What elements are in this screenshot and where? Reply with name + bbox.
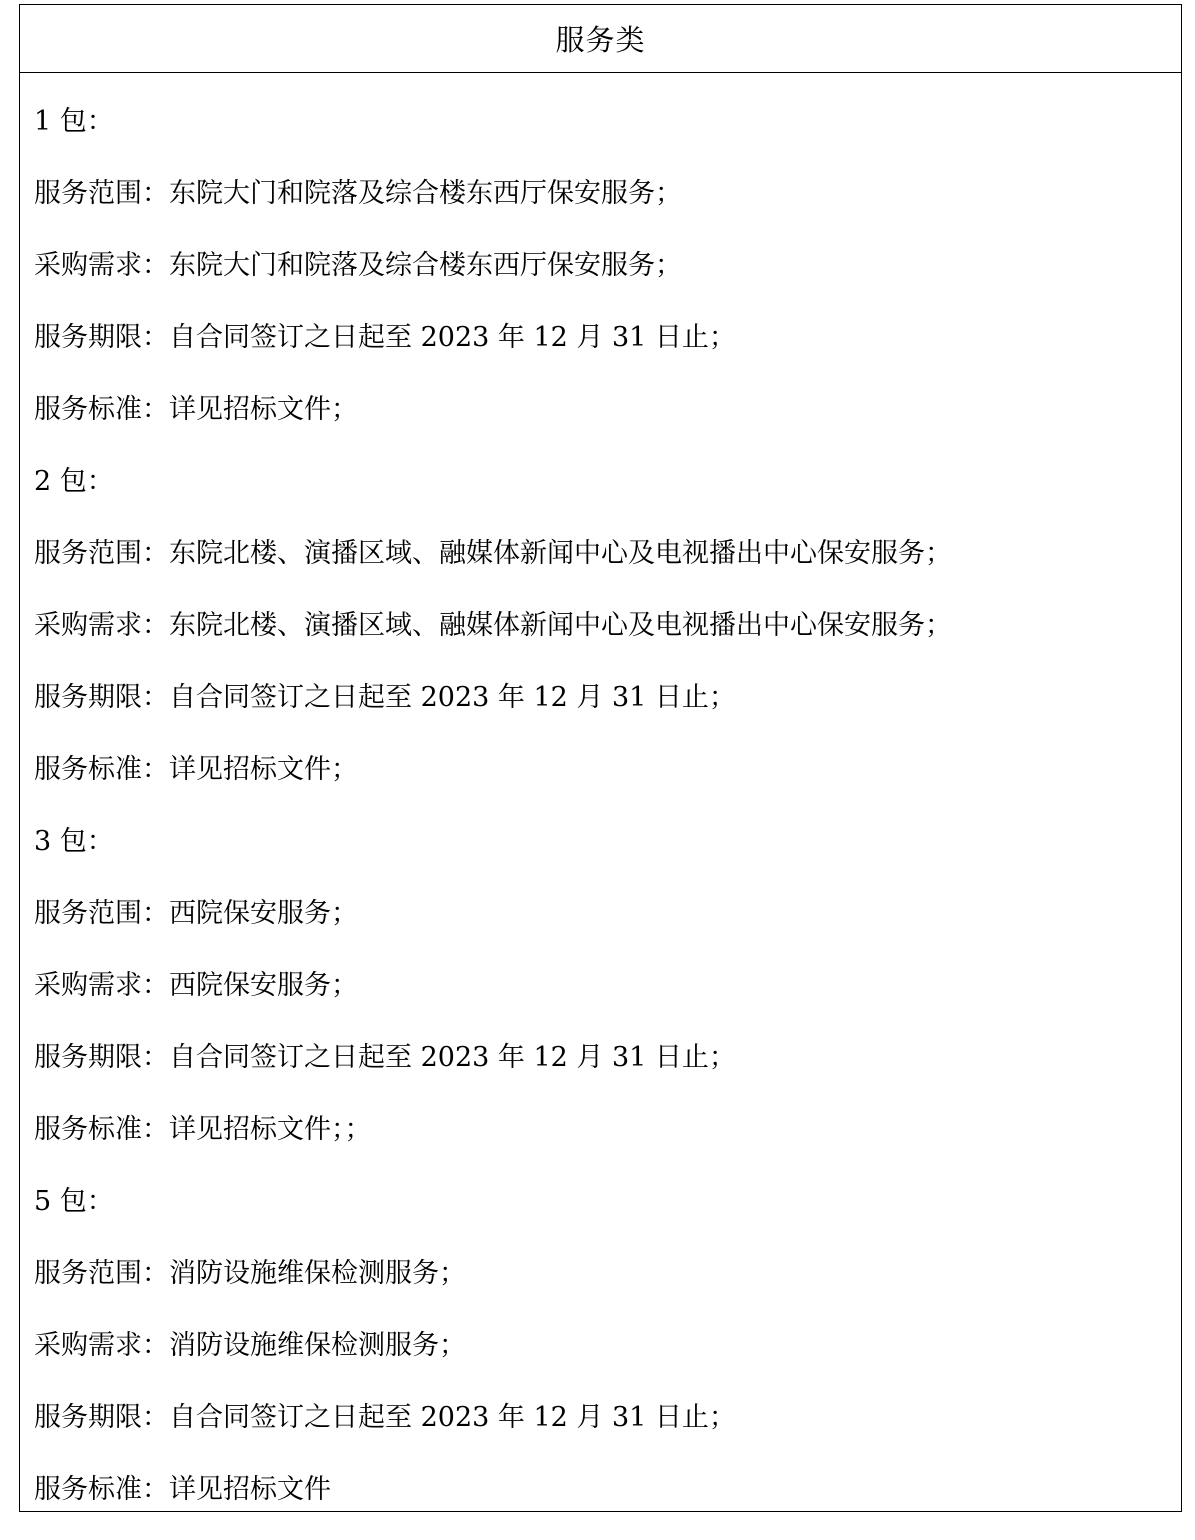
package-3-service-scope: 服务范围：西院保安服务；	[34, 898, 358, 929]
package-3-service-period: 服务期限：自合同签订之日起至 2023 年 12 月 31 日止；	[34, 1042, 736, 1073]
table-header-cell	[20, 5, 1181, 73]
package-2-heading: 2 包：	[34, 466, 114, 497]
package-5-service-scope: 服务范围：消防设施维保检测服务；	[34, 1258, 466, 1289]
package-5-service-period: 服务期限：自合同签订之日起至 2023 年 12 月 31 日止；	[34, 1402, 736, 1433]
package-5-procurement-need: 采购需求：消防设施维保检测服务；	[34, 1330, 466, 1361]
package-1-service-standard: 服务标准：详见招标文件；	[34, 394, 358, 425]
package-1-heading: 1 包：	[34, 106, 114, 137]
package-1-service-period: 服务期限：自合同签订之日起至 2023 年 12 月 31 日止；	[34, 322, 736, 353]
package-5-heading: 5 包：	[34, 1186, 114, 1217]
package-2-service-standard: 服务标准：详见招标文件；	[34, 754, 358, 785]
package-5-service-standard: 服务标准：详见招标文件	[34, 1474, 331, 1505]
package-2-procurement-need: 采购需求：东院北楼、演播区域、融媒体新闻中心及电视播出中心保安服务；	[34, 610, 952, 641]
service-table	[19, 4, 1182, 1512]
package-3-heading: 3 包：	[34, 826, 114, 857]
package-3-procurement-need: 采购需求：西院保安服务；	[34, 970, 358, 1001]
table-title: 服务类	[555, 23, 646, 57]
package-2-service-period: 服务期限：自合同签订之日起至 2023 年 12 月 31 日止；	[34, 682, 736, 713]
package-1-procurement-need: 采购需求：东院大门和院落及综合楼东西厅保安服务；	[34, 250, 682, 281]
table-body-cell	[20, 73, 1181, 1540]
package-1-service-scope: 服务范围：东院大门和院落及综合楼东西厅保安服务；	[34, 178, 682, 209]
package-2-service-scope: 服务范围：东院北楼、演播区域、融媒体新闻中心及电视播出中心保安服务；	[34, 538, 952, 569]
package-3-service-standard: 服务标准：详见招标文件；；	[34, 1114, 372, 1145]
